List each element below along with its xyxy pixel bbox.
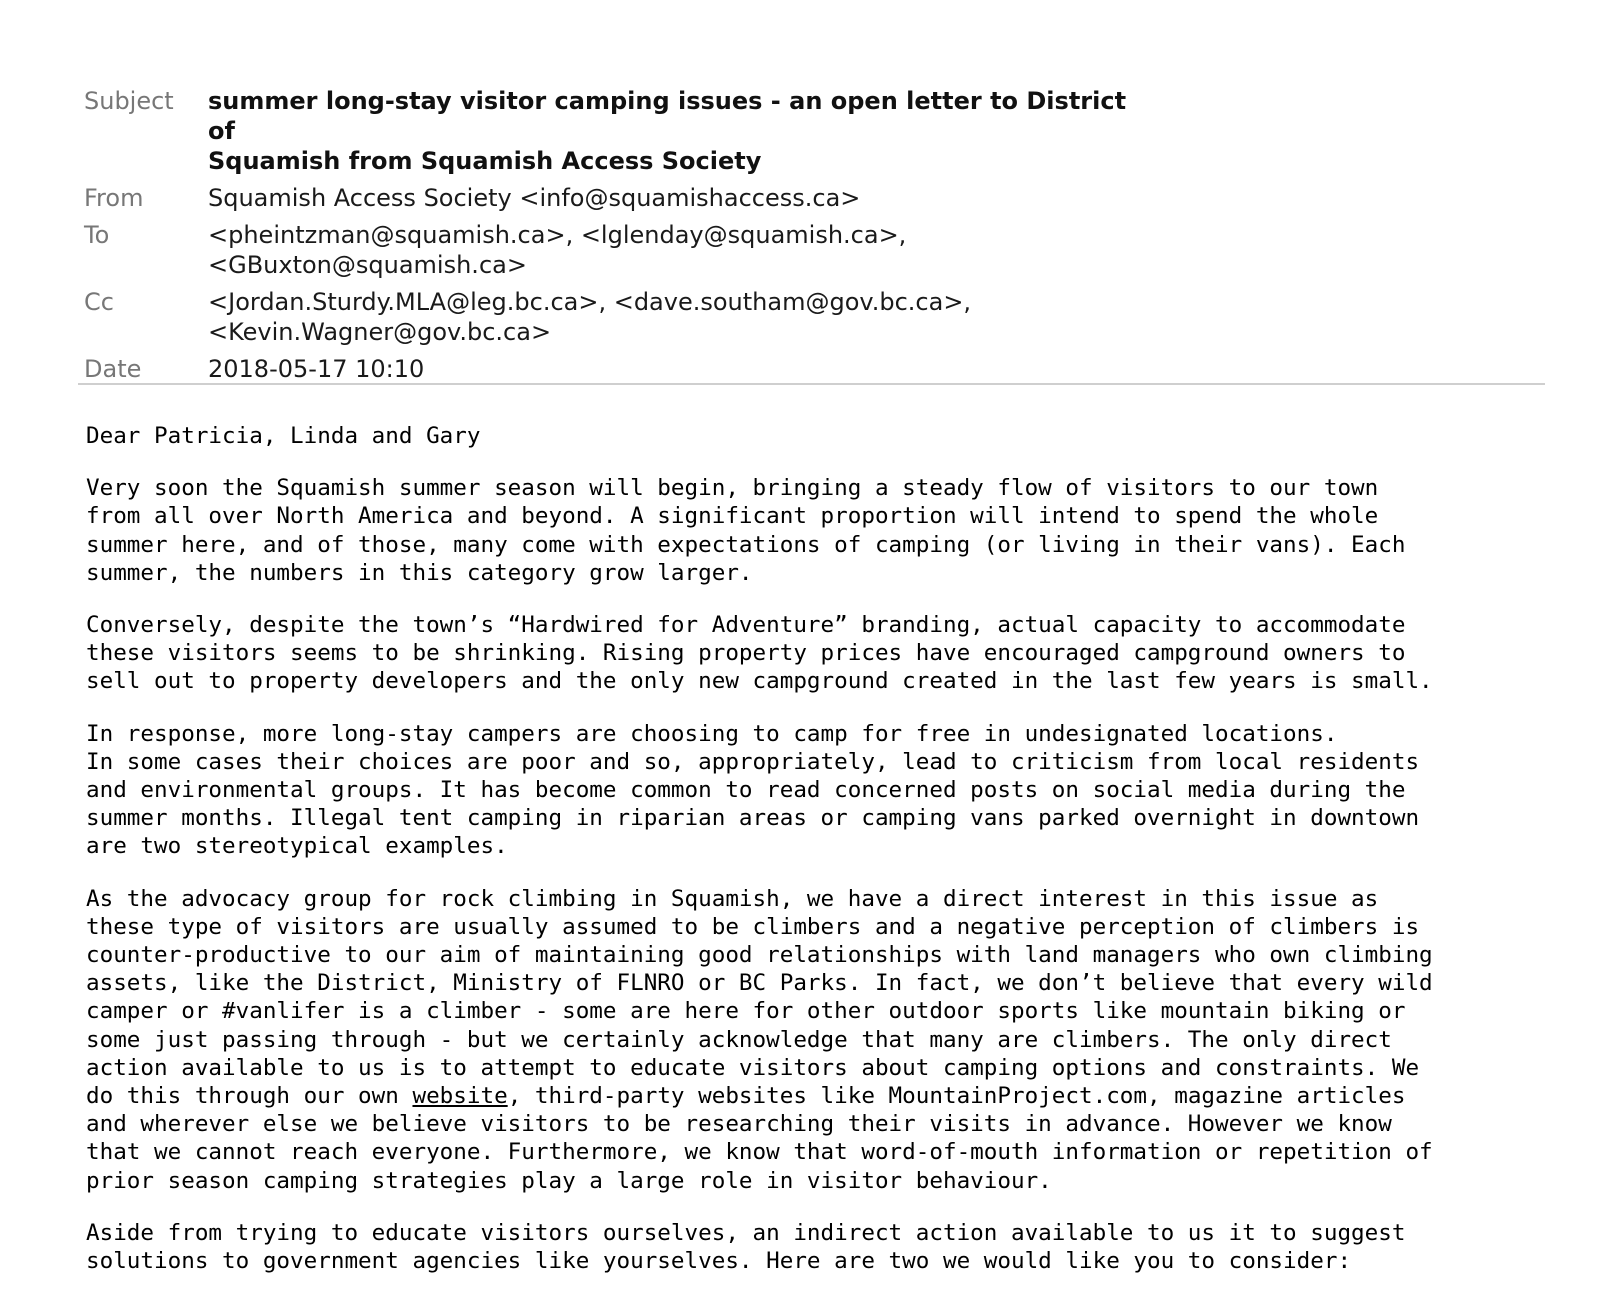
cc-line-1[interactable]: <Jordan.Sturdy.MLA@leg.bc.ca>, <dave.southam@gov.bc.ca>, (208, 288, 972, 316)
to-value[interactable] (208, 220, 1524, 280)
to-row (84, 220, 1524, 280)
paragraph-1 (86, 474, 1586, 587)
body-line-suffix: , third-party websites like MountainProject.com, magazine articles (507, 1083, 1406, 1110)
body-line: prior season camping strategies play a large role in visitor behaviour. (86, 1167, 1052, 1194)
body-line: these type of visitors are usually assumed to be climbers and a negative perception of climbers is (86, 913, 1420, 940)
to-label: To (84, 221, 110, 249)
date-row (84, 354, 1524, 384)
from-label: From (84, 184, 144, 212)
body-line-prefix: do this through our own (86, 1083, 413, 1110)
cc-row (84, 287, 1524, 347)
subject-label: Subject (84, 87, 174, 115)
body-line: that we cannot reach everyone. Furthermore, we know that word-of-mouth information or repetition of (86, 1139, 1433, 1166)
body-line: Very soon the Squamish summer season will begin, bringing a steady flow of visitors to our town (86, 475, 1379, 502)
body-line: and wherever else we believe visitors to be researching their visits in advance. However we know (86, 1111, 1392, 1138)
body-line: from all over North America and beyond. A significant proportion will intend to spend the whole (86, 503, 1379, 530)
body-line: Conversely, despite the town’s “Hardwired for Adventure” branding, actual capacity to accommodate (86, 612, 1406, 639)
body-line: camper or #vanlifer is a climber - some are here for other outdoor sports like mountain biking or (86, 998, 1406, 1025)
body-line: solutions to government agencies like yourselves. Here are two we would like you to consider: (86, 1248, 1352, 1275)
body-line: summer here, and of those, many come with expectations of camping (or living in their vans). Each (86, 531, 1406, 558)
paragraph-5 (86, 1219, 1586, 1275)
subject-row (84, 86, 1524, 176)
from-value[interactable]: Squamish Access Society <info@squamishaccess.ca> (208, 184, 861, 212)
body-line: assets, like the District, Ministry of FLNRO or BC Parks. In fact, we don’t believe that every wild (86, 970, 1433, 997)
subject-value (208, 86, 1128, 176)
paragraph-4 (86, 885, 1586, 1195)
email-body (86, 422, 1586, 1299)
website-link[interactable]: website (412, 1083, 508, 1110)
cc-value[interactable] (208, 287, 1524, 347)
paragraph-3 (86, 720, 1586, 861)
subject-line-1: summer long-stay visitor camping issues - an open letter to District of (208, 87, 1127, 145)
date-value: 2018-05-17 10:10 (208, 355, 425, 383)
paragraph-2 (86, 611, 1586, 696)
email-headers (84, 86, 1524, 391)
body-line: In response, more long-stay campers are choosing to camp for free in undesignated locations. (86, 720, 1338, 747)
subject-line-2: Squamish from Squamish Access Society (208, 147, 762, 175)
body-line: and environmental groups. It has become common to read concerned posts on social media during the (86, 777, 1406, 804)
body-line: In some cases their choices are poor and so, appropriately, lead to criticism from local residents (86, 748, 1420, 775)
cc-label: Cc (84, 288, 114, 316)
body-line: action available to us is to attempt to educate visitors about camping options and constraints. We (86, 1054, 1420, 1081)
body-line: summer, the numbers in this category grow larger. (86, 559, 753, 586)
date-label: Date (84, 355, 142, 383)
body-line: As the advocacy group for rock climbing in Squamish, we have a direct interest in this issue as (86, 885, 1379, 912)
to-line-2[interactable]: <GBuxton@squamish.ca> (208, 251, 527, 279)
body-line: these visitors seems to be shrinking. Rising property prices have encouraged campground owners to (86, 640, 1406, 667)
body-line: summer months. Illegal tent camping in riparian areas or camping vans parked overnight in downtown (86, 805, 1420, 832)
greeting: Dear Patricia, Linda and Gary (86, 423, 481, 449)
body-line: some just passing through - but we certainly acknowledge that many are climbers. The only direct (86, 1026, 1392, 1053)
body-line: Aside from trying to educate visitors ourselves, an indirect action available to us it to suggest (86, 1219, 1406, 1246)
header-divider (78, 383, 1545, 385)
body-line: are two stereotypical examples. (86, 833, 508, 860)
cc-line-2[interactable]: <Kevin.Wagner@gov.bc.ca> (208, 318, 552, 346)
body-line: counter-productive to our aim of maintaining good relationships with land managers who own climbing (86, 942, 1433, 969)
from-row (84, 183, 1524, 213)
to-line-1[interactable]: <pheintzman@squamish.ca>, <lglenday@squamish.ca>, (208, 221, 907, 249)
body-line: sell out to property developers and the only new campground created in the last few years is small. (86, 668, 1433, 695)
